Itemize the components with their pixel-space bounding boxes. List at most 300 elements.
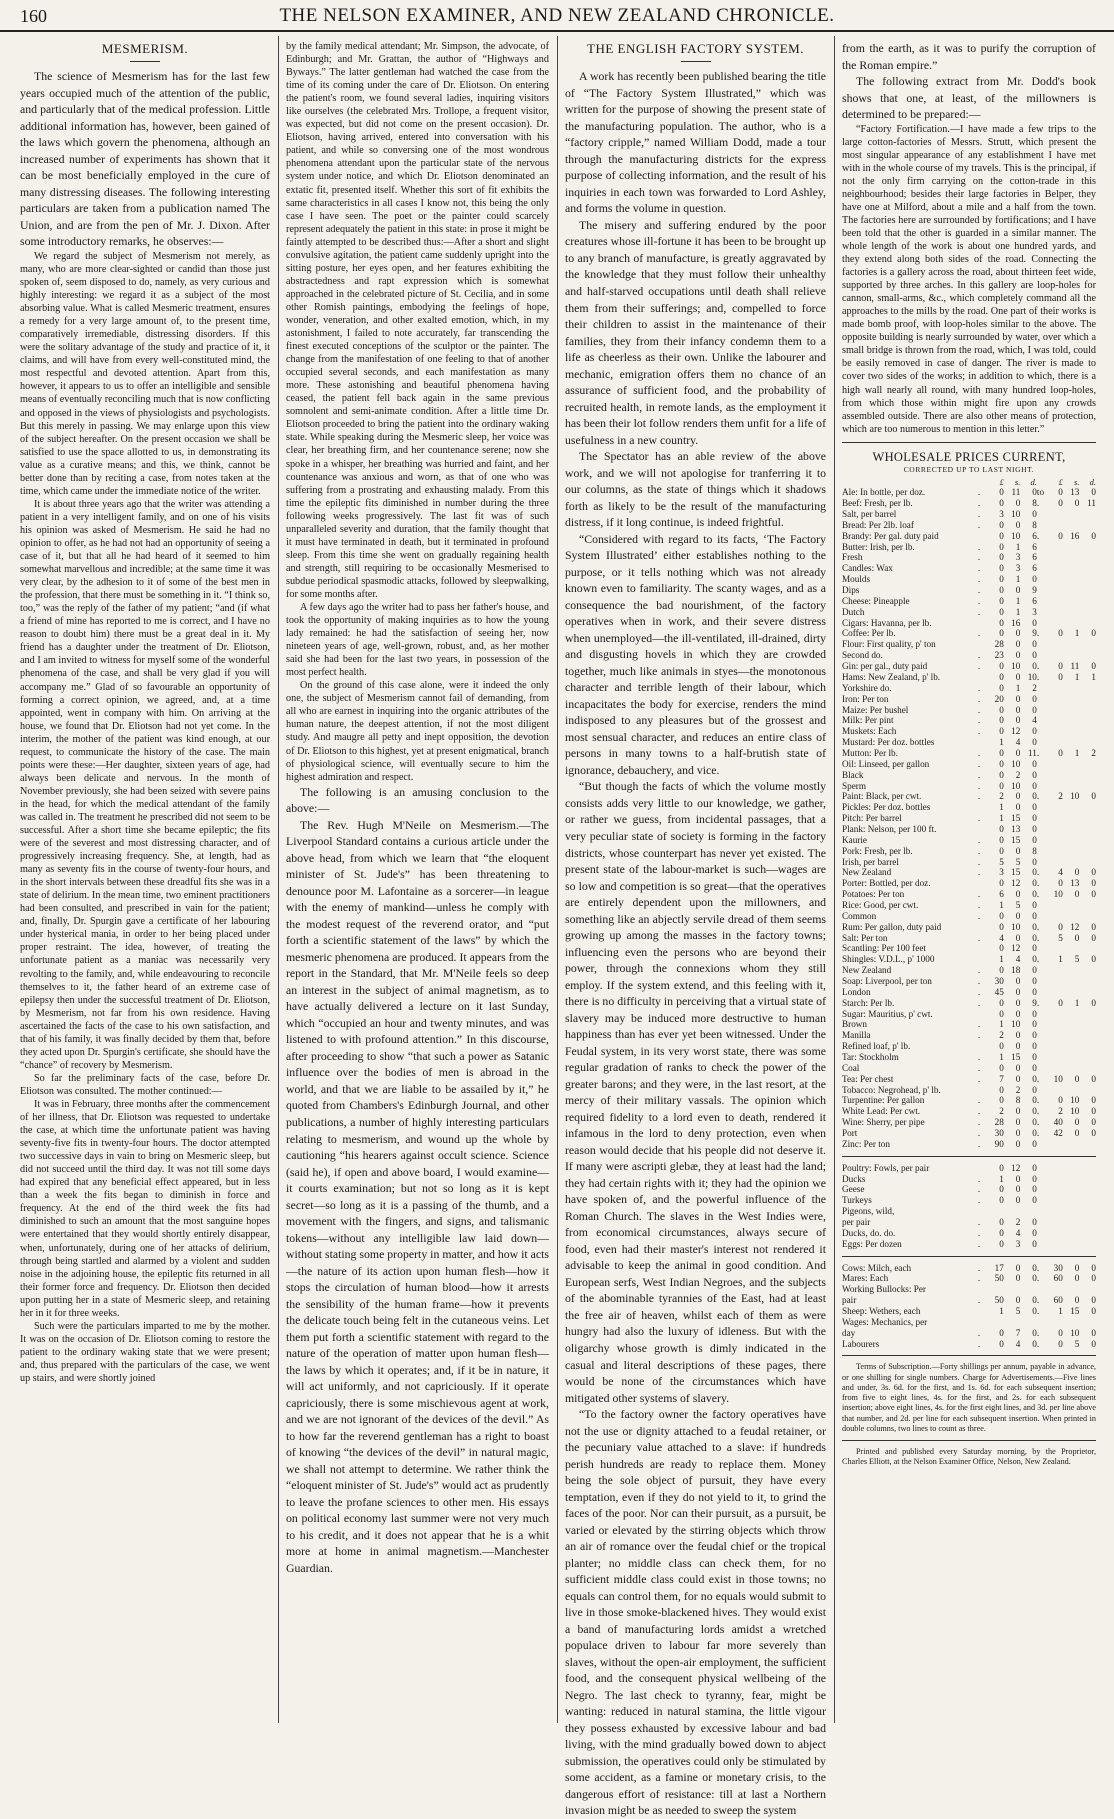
price-shillings: 10 xyxy=(1011,780,1021,791)
price-to xyxy=(1037,737,1046,748)
price-to xyxy=(1037,824,1046,835)
price-item-name: Wine: Sherry, per pipe xyxy=(842,1117,925,1128)
price-row xyxy=(842,705,1096,716)
price-max-pounds xyxy=(1046,585,1063,596)
price-max-pounds xyxy=(1046,943,1063,954)
price-max-pence xyxy=(1079,520,1096,531)
price-to xyxy=(1037,520,1046,531)
price-max-shillings xyxy=(1063,650,1080,661)
price-pence: 0 xyxy=(1032,1030,1037,1041)
price-row xyxy=(842,770,1096,781)
price-pounds: 0 xyxy=(999,845,1004,856)
price-row xyxy=(842,1117,1096,1128)
price-leader: . xyxy=(977,1238,981,1249)
price-max-pence xyxy=(1079,509,1096,520)
price-max-pence xyxy=(1079,1139,1096,1150)
price-pence: 0 xyxy=(1032,1041,1037,1052)
price-max-pence xyxy=(1079,857,1096,868)
price-max-pounds xyxy=(1046,1041,1063,1052)
paragraph: The following extract from Mr. Dodd's book shows that one, at least, of the millowners is determined to be prepared:— xyxy=(842,74,1096,122)
price-row xyxy=(842,1174,1096,1185)
price-item-name: New Zealand xyxy=(842,965,892,976)
price-pence: 6 xyxy=(1032,552,1037,563)
price-max-pounds xyxy=(1046,715,1063,726)
price-row xyxy=(842,1284,1096,1295)
pound-symbol: £ xyxy=(999,477,1004,488)
price-pounds xyxy=(987,1317,1004,1328)
price-max-pounds xyxy=(1046,911,1063,922)
price-max-shillings: 10 xyxy=(1070,1106,1080,1117)
price-leader: . xyxy=(977,693,981,704)
price-max-pounds xyxy=(1046,857,1063,868)
paragraph: The following is an amusing conclusion to the above:— xyxy=(286,784,549,816)
price-to: . xyxy=(1036,1106,1040,1117)
price-leader: . xyxy=(977,585,981,596)
paragraph: A few days ago the writer had to pass her father's house, and took the opportunity of making inquiries as to how the young lady remained: he had the satisfaction of seeing her, now nineteen years of age, well-grown, robust, and, as her mother said she had been for the last two years, in possession of the most perfect health. xyxy=(286,602,549,679)
price-max-pence xyxy=(1079,694,1096,705)
price-row xyxy=(842,965,1096,976)
price-max-pounds xyxy=(1046,813,1063,824)
price-to xyxy=(1037,509,1046,520)
price-pence xyxy=(1020,1206,1037,1217)
price-pounds: 0 xyxy=(999,823,1004,834)
price-max-pence xyxy=(1079,976,1096,987)
price-max-shillings: 1 xyxy=(1074,997,1080,1008)
price-to xyxy=(1037,770,1046,781)
price-max-pounds xyxy=(1046,509,1063,520)
price-to: . xyxy=(1036,1338,1040,1349)
price-item-name: Potatoes: Per ton xyxy=(842,889,905,900)
price-to xyxy=(1037,542,1046,553)
price-pounds: 0 xyxy=(999,769,1004,780)
price-row xyxy=(842,813,1096,824)
price-max-pence xyxy=(1079,943,1096,954)
price-pence: 0 xyxy=(1032,1052,1037,1062)
price-pence: 9 xyxy=(1032,628,1037,639)
heading-rule xyxy=(681,61,711,62)
price-max-pence xyxy=(1079,737,1096,748)
price-leader: . xyxy=(977,1073,981,1084)
price-max-shillings xyxy=(1063,726,1080,737)
price-row xyxy=(842,824,1096,835)
price-leader: . xyxy=(977,1173,981,1184)
price-max-shillings: 0 xyxy=(1074,889,1080,900)
price-item-name: Brown xyxy=(842,1019,868,1030)
price-shillings: 0 xyxy=(1015,1062,1021,1073)
price-item-name: Dutch xyxy=(842,606,865,617)
price-pence: 0 xyxy=(1032,1327,1037,1338)
price-to: . xyxy=(1036,1128,1040,1139)
price-pounds: 4 xyxy=(999,932,1004,943)
price-to: . xyxy=(1036,867,1040,878)
price-pounds: 1 xyxy=(999,954,1004,965)
price-pence: 0 xyxy=(1032,617,1037,628)
price-max-pounds xyxy=(1046,1195,1063,1206)
price-pounds: 0 xyxy=(999,1008,1004,1019)
price-item-name: Moulds xyxy=(842,574,871,585)
price-max-shillings xyxy=(1063,574,1080,585)
price-max-pounds xyxy=(1046,650,1063,661)
price-item-name: Common xyxy=(842,910,877,921)
price-shillings xyxy=(1004,1284,1021,1295)
price-max-pounds xyxy=(1046,607,1063,618)
price-max-pounds: 5 xyxy=(1058,932,1063,943)
price-max-pence xyxy=(1079,846,1096,857)
price-pounds: 0 xyxy=(999,1195,1004,1206)
price-to xyxy=(1037,683,1046,694)
price-max-pence xyxy=(1079,1052,1096,1063)
price-row xyxy=(842,487,1096,498)
price-item-name: Porter: Bottled, per doz. xyxy=(842,878,931,889)
price-leader: . xyxy=(977,574,981,585)
price-pence: 0 xyxy=(1032,889,1037,900)
price-item-name: Plank: Nelson, per 100 ft. xyxy=(842,823,937,834)
imprint: Printed and published every Saturday morning, by the Proprietor, Charles Elliott, at the Nelson Examiner Office, Nelson, New Zealand. xyxy=(842,1447,1096,1467)
price-max-pounds xyxy=(1046,802,1063,813)
price-max-pounds: 4 xyxy=(1058,867,1063,878)
price-max-pounds xyxy=(1046,770,1063,781)
price-item-name: Dips xyxy=(842,585,860,596)
price-pence: 6 xyxy=(1032,541,1037,552)
column-rule xyxy=(834,36,835,1723)
price-to xyxy=(1037,1228,1046,1239)
price-max-pence xyxy=(1079,1041,1096,1052)
price-pence: 2 xyxy=(1032,682,1037,693)
price-max-pence xyxy=(1079,639,1096,650)
price-pounds: 0 xyxy=(999,617,1004,628)
price-leader: . xyxy=(977,650,981,661)
price-item-name: Black xyxy=(842,769,864,780)
price-max-pounds xyxy=(1046,965,1063,976)
price-max-pounds xyxy=(1046,1239,1063,1250)
price-to xyxy=(1037,726,1046,737)
shilling-symbol: s. xyxy=(1014,477,1021,488)
price-row xyxy=(842,759,1096,770)
price-item-name: Gin: per gal., duty paid xyxy=(842,661,928,672)
price-to xyxy=(1037,1317,1046,1328)
price-max-pounds xyxy=(1046,1284,1063,1295)
price-pence: 0 xyxy=(1032,1008,1037,1019)
price-shillings: 15 xyxy=(1011,867,1021,878)
price-to: . xyxy=(1036,747,1040,758)
price-max-pounds xyxy=(1046,824,1063,835)
price-to xyxy=(1037,1184,1046,1195)
lsd-header-row xyxy=(842,477,1096,487)
price-max-shillings xyxy=(1063,715,1080,726)
price-shillings: 5 xyxy=(1015,1306,1021,1317)
price-pounds: 0 xyxy=(999,552,1004,563)
price-shillings: 2 xyxy=(1015,769,1021,780)
price-pounds: 0 xyxy=(999,1162,1004,1173)
price-shillings: 0 xyxy=(1015,1295,1021,1306)
price-max-pence xyxy=(1079,585,1096,596)
price-pence: 0 xyxy=(1032,1195,1037,1206)
price-max-shillings: 15 xyxy=(1070,1306,1080,1317)
price-pounds: 0 xyxy=(999,921,1004,932)
price-item-name: Ducks, do. do. xyxy=(842,1227,896,1238)
price-max-shillings xyxy=(1063,1139,1080,1150)
price-row xyxy=(842,715,1096,726)
price-pence: 0 xyxy=(1032,780,1037,791)
prices-title: WHOLESALE PRICES CURRENT, xyxy=(872,449,1066,464)
price-max-pence xyxy=(1079,1217,1096,1228)
paragraph: “But though the facts of which the volume mostly consists adds very little to our knowledge, we gather, or rather we guess, from incidental passages, that a very peculiar state of society is forming in the factory districts, whose counterpart has never yet existed. The present state of the labour-market is such—wages are so low and competition is so great—that the operatives are entirely dependent upon the millowners, and something like an abjectly servile dread of them seems growing up among the masses in the factory towns; influencing even the persons who are beyond their power, through the connexions whom they still employ. If the system extend, and this feeling with it, there is no difficulty in perceiving that a virtual state of slavery may be induced more destructive to human happiness than has ever yet been witnessed. Under the Feudal system, in its very worst state, there was some regular gradation of ranks to check the power of the greater barons; and they were, in the last resort, at the mercy of their military vassals. The opinion which required fidelity to a lord even to death, rendered it infamous in the lord to deny protection, even when reason would decide that his people did not deserve it. If many were ascripti glebæ, they at least had the land; they had certain rights with it; they had the opinion we have spoken of, and the powerful influence of the Roman Church. The slaves in the West Indies were, from economical circumstances, always secure of food, even had their master's interest not rendered it advisable to keep the animal in good condition. And European serfs, West Indian Negroes, and the subjects of the abominable tyrannies of the East, had at least the free air of heaven, whilst each of them as were hungry had also the luxury of idleness. But with the oligarchy whose growth is dimly indicated in the casual and literal descriptions of these pages, there would be none of the circumstances which have mitigated other systems of slavery. xyxy=(565,779,826,1405)
price-pence: 10 xyxy=(1027,671,1037,682)
price-item-name: Cigars: Havanna, per lb. xyxy=(842,617,932,628)
price-row xyxy=(842,1128,1096,1139)
price-to: . xyxy=(1036,1295,1040,1306)
price-to xyxy=(1037,1239,1046,1250)
price-max-pounds xyxy=(1046,900,1063,911)
price-to xyxy=(1037,943,1046,954)
price-to xyxy=(1037,1174,1046,1185)
livestock-body xyxy=(842,1263,1096,1350)
price-pence: 0 xyxy=(1032,1273,1037,1284)
price-to: . xyxy=(1036,628,1040,639)
price-max-pence xyxy=(1079,1009,1096,1020)
price-pounds: 0 xyxy=(999,682,1004,693)
price-item-name: Coffee: Per lb. xyxy=(842,628,896,639)
price-max-shillings xyxy=(1063,737,1080,748)
price-item-name: Working Bullocks: Per xyxy=(842,1284,926,1295)
price-pounds: 2 xyxy=(999,1030,1004,1041)
price-row xyxy=(842,542,1096,553)
price-row xyxy=(842,1239,1096,1250)
price-row xyxy=(842,1095,1096,1106)
price-row xyxy=(842,857,1096,868)
price-max-shillings xyxy=(1063,542,1080,553)
price-leader: . xyxy=(977,1095,981,1106)
price-shillings: 0 xyxy=(1015,1117,1021,1128)
price-shillings: 0 xyxy=(1015,932,1021,943)
price-item-name: Cheese: Pineapple xyxy=(842,595,910,606)
price-row xyxy=(842,1339,1096,1350)
price-to: . xyxy=(1036,1273,1040,1284)
price-row xyxy=(842,650,1096,661)
price-item-name: London xyxy=(842,986,871,997)
price-pounds: 1 xyxy=(999,899,1004,910)
price-row xyxy=(842,835,1096,846)
price-max-pounds xyxy=(1046,1228,1063,1239)
price-to xyxy=(1037,911,1046,922)
price-shillings: 18 xyxy=(1011,965,1021,976)
price-leader xyxy=(978,954,987,965)
price-pounds: 0 xyxy=(999,487,1004,498)
price-leader: . xyxy=(977,661,981,672)
price-row xyxy=(842,1306,1096,1317)
price-pence: 0 xyxy=(1032,1173,1037,1184)
price-shillings: 15 xyxy=(1011,813,1021,824)
column-1 xyxy=(20,40,270,1721)
price-max-pence xyxy=(1079,1063,1096,1074)
price-leader: . xyxy=(977,628,981,639)
price-shillings xyxy=(1004,1206,1021,1217)
price-pence: 0 xyxy=(1032,487,1037,498)
poultry-body xyxy=(842,1163,1096,1250)
price-leader xyxy=(978,802,987,813)
price-row xyxy=(842,694,1096,705)
price-to xyxy=(1037,900,1046,911)
price-leader xyxy=(978,878,987,889)
price-max-pounds xyxy=(1046,1317,1063,1328)
column-2 xyxy=(286,40,549,1721)
price-leader: . xyxy=(977,1295,981,1306)
price-max-pence: 0 xyxy=(1091,1295,1096,1306)
price-row xyxy=(842,1273,1096,1284)
price-shillings: 0 xyxy=(1015,650,1021,661)
price-pence xyxy=(1020,1317,1037,1328)
price-row xyxy=(842,509,1096,520)
price-row xyxy=(842,683,1096,694)
price-leader: . xyxy=(977,1217,981,1228)
price-pounds: 0 xyxy=(999,1095,1004,1106)
price-leader xyxy=(978,1041,987,1052)
price-max-shillings xyxy=(1063,1184,1080,1195)
price-pounds: 0 xyxy=(999,1062,1004,1073)
price-shillings: 0 xyxy=(1015,1138,1021,1149)
price-to: . xyxy=(1036,954,1040,965)
price-shillings: 0 xyxy=(1015,975,1021,986)
price-leader: . xyxy=(977,519,981,530)
price-pence: 0 xyxy=(1032,899,1037,910)
price-item-name: Muskets: Each xyxy=(842,726,897,737)
price-max-shillings: 0 xyxy=(1074,498,1080,509)
price-row xyxy=(842,1009,1096,1020)
price-pounds: 0 xyxy=(999,997,1004,1008)
price-item-name: Starch: Per lb. xyxy=(842,997,895,1008)
price-max-pounds xyxy=(1046,563,1063,574)
price-max-shillings: 11 xyxy=(1070,661,1080,672)
price-row xyxy=(842,618,1096,629)
price-pence: 0 xyxy=(1032,856,1037,867)
price-pounds: 17 xyxy=(994,1262,1004,1273)
price-pence: 0 xyxy=(1032,965,1037,976)
price-row xyxy=(842,1295,1096,1306)
price-item-name: Salt: Per ton xyxy=(842,932,888,943)
price-max-pence xyxy=(1079,1284,1096,1295)
paragraph: “To the factory owner the factory operatives have not the use or dignity attached to a feudal retainer, or the pecuniary value attached to a slave: if hundreds perish hundreds are ready to replace them. Money being the sole object of pursuit, they have every temptation, even if they do not yield to it, to grind the faces of the poor. Nor can their pursuit, as a pursuit, be varied or elevated by the stirring objects which throw an air of romance over the feudal chief or the tropical planter; no middle class can check them, for no sufficient middle class could exist in those towns; no equals can control them, for no equals would submit to live in those smoke-blackened hives. They would exist a band of manufacturing lords amidst a wretched populace driven to labour far more severely than slaves, without the open-air employment, the sufficient food, and the consequent physical wellbeing of the Negro. The last check to tyranny, fear, might be wanting: reduced in natural stamina, the little vigour they possess exhausted by excessive labour and bad living, with the mind gradually bowed down to abject submission, the operatives could only be stimulated by some accident, as a famine or monetary crisis, to the dangerous effort of resistance: till at last a Northern invasion might be as needed to sweep the system xyxy=(565,1407,826,1818)
price-max-pence xyxy=(1079,1195,1096,1206)
column-rule xyxy=(557,36,558,1723)
price-max-pence xyxy=(1079,835,1096,846)
price-max-pounds xyxy=(1046,1217,1063,1228)
price-max-pence: 0 xyxy=(1091,1117,1096,1128)
page-number: 160 xyxy=(20,6,47,26)
price-leader: . xyxy=(977,780,981,791)
article-heading-mesmerism: MESMERISM. xyxy=(101,41,189,56)
price-max-shillings xyxy=(1063,1041,1080,1052)
price-to xyxy=(1037,1030,1046,1041)
price-max-pence xyxy=(1079,552,1096,563)
price-shillings: 4 xyxy=(1015,737,1021,748)
price-max-pounds xyxy=(1046,759,1063,770)
price-leader: . xyxy=(977,769,981,780)
price-pounds: 7 xyxy=(999,1073,1004,1084)
price-max-shillings: 0 xyxy=(1074,1128,1080,1139)
price-pence: 0 xyxy=(1032,574,1037,585)
price-to xyxy=(1037,1139,1046,1150)
price-row xyxy=(842,628,1096,639)
price-shillings: 10 xyxy=(1011,509,1021,520)
price-shillings: 8 xyxy=(1015,1095,1021,1106)
price-max-pounds: 0 xyxy=(1058,747,1063,758)
price-max-pence: 1 xyxy=(1091,671,1096,682)
price-item-name: Port xyxy=(842,1128,858,1139)
price-max-shillings xyxy=(1063,585,1080,596)
price-max-pence: 0 xyxy=(1091,661,1096,672)
price-leader xyxy=(978,1163,987,1174)
paragraph: On the ground of this case alone, were it indeed the only one, the subject of Mesmerism cannot fail of demanding, from all who are earnest in inquiring into the organic attributes of the human nature, the deepest attention, if not the most diligent study. And maugre all petty and inept opposition, the devotion of Dr. Eliotson to this highest, yet at present enigmatical, branch of physiological science, will eventually secure to him the highest admiration and respect. xyxy=(286,680,549,783)
price-max-pounds: 60 xyxy=(1053,1273,1063,1284)
price-leader: . xyxy=(977,726,981,737)
price-max-shillings: 5 xyxy=(1074,1338,1080,1349)
price-to xyxy=(1037,1063,1046,1074)
price-to xyxy=(1037,650,1046,661)
price-row xyxy=(842,574,1096,585)
price-max-shillings: 12 xyxy=(1070,921,1080,932)
price-leader: . xyxy=(977,1106,981,1117)
price-max-pounds xyxy=(1046,1019,1063,1030)
price-leader xyxy=(978,1009,987,1020)
price-max-pounds xyxy=(1046,1063,1063,1074)
price-to: . xyxy=(1036,791,1040,802)
price-max-shillings xyxy=(1063,1284,1080,1295)
paragraph: The Spectator has an able review of the above work, and we will not apologise for tranferring it to our columns, as the state of things which it shadows forth as likely to be the result of the manufacturing distress, if it long continue, is indeed frightful. xyxy=(565,449,826,530)
price-item-name: Shingles: V.D.L., p' 1000 xyxy=(842,954,935,965)
price-max-shillings xyxy=(1063,759,1080,770)
price-pence: 0 xyxy=(1032,1184,1037,1195)
price-leader: . xyxy=(977,758,981,769)
price-item-name: Pitch: Per barrel xyxy=(842,813,902,824)
price-shillings: 0 xyxy=(1015,693,1021,704)
price-shillings: 16 xyxy=(1011,617,1021,628)
price-shillings: 0 xyxy=(1015,1262,1021,1273)
paragraph: by the family medical attendant; Mr. Simpson, the advocate, of Edinburgh; and Mr. Grattan, the author of “Highways and Byways.” The latter gentleman had watched the case from the time of its coming under the care of Dr. Eliotson. On entering the patient's room, we found several ladies, inquiring visitors like ourselves (the celebrated Mrs. Trollope, a frequent visitor, was expected, but did not come on the present occasion). Dr. Eliotson, having arrived, entered into conversation with his patient, and while so conversing one of the most wondrous phenomena attendant upon the particular state of the nervous system under notice, and which Dr. Eliotson denominated an extatic fit, presented itself. Whether this sort of fit exhibits the same characteristics in all cases I know not, this being the only case I have seen. The poet or the painter could scarcely represent adequately the patient in this state: in prose it might be faintly attempted to be described thus:—After a short and slight convulsive agitation, the patient came suddenly upright into the sitting posture, her eyes open, and her features exhibiting the abstractedness and rapt expression which is somewhat approached in the celebrated picture of St. Cecilia, and in some other Romish paintings, embodying the feelings of hope, wonder, veneration, and other exalted emotion, which, in my astonishment, I failed to note accurately, far transcending the finest executed conceptions of the sculptor or the painter. The change from the manifestation of one feeling to that of another occupied several seconds, and each manifestation as many more. These astonishing and beautiful phenomena having ceased, the patient fell back again in the same previous somnolent and semi-animate condition. After a little time Dr. Eliotson proceeded to bring the patient into the ordinary waking state. While speaking during the Mesmeric sleep, her voice was clear, her breathing firm, and her countenance serene; now she spoke in a whisper, her breathing was hurried and faint, and her countenance was anxious and worn, as that of one who was suffering from a prostrating and exhausting malady. From this time the epileptic fits diminished in number during the three following weeks progressively. The last fit was of such unparalleled severity and duration, that the family thought that it must have terminated in death, but it terminated in profound sleep. From this time she went on gradually regaining health and strength, still requiring to be occasionally Mesmerised to subdue periodical spasmodic attacks, followed by sleepwalking, for some months after. xyxy=(286,41,549,600)
paragraph: “Factory Fortification.—I have made a few trips to the large cotton-factories of Messrs. Strutt, which present the most singular appearance of any establishment I have met with in the whole course of my travels. This is the principal, if not the only firm carrying on the cotton-trade in this neighbourhood; besides their large factories in Belper, they have one at Milford, about a mile and a half from the town. The factories here are surrounded by fortifications; and I have been told that the other is guarded in a similar manner. The whole length of the work is about one hundred yards, and they extend along both sides of the road. Connecting the factories is a gallery across the road, about thirteen feet wide, supported by three arches. In this gallery are loop-holes for cannon, small-arms, &c., which completely command all the approaches to the mills by the road. One part of their works is made bomb proof, with loop-holes similar to the above. The opposite building is nearly surrounded by water, over which a small bridge is thrown from the road, which, I was told, could be easily removed in case of danger. The river is made to cover two sides of the works; in addition to which, there is a high wall nearly all round, with many hundred loop-holes, from which those within might fire upon any crowds assembled outside. There are also other means of protection, which are too numerous to mention in this letter.” xyxy=(842,123,1096,435)
price-shillings: 3 xyxy=(1015,552,1021,563)
price-max-pence xyxy=(1079,900,1096,911)
price-item-name: Tobacco: Negrohead, p' lb. xyxy=(842,1084,941,1095)
price-max-pounds: 0 xyxy=(1058,878,1063,889)
paragraph: The misery and suffering endured by the poor creatures whose ill-fortune it has been to be brought up to any branch of manufacture, is greatly aggravated by the knowledge that they must follow their unhealthy and half-starved occupations until death shall relieve them from their sufferings; and, compelled to force their children to assist in the maintenance of their families, they from their infancy condemn them to a life as cheerless as their own. Unlike the labourer and mechanic, emigration offers them no chance of an assurance of sufficient food, and the probability of recruited health, in remote lands, as the employment it has been their lot follow renders them unfit for a life of usefulness in a new country. xyxy=(565,217,826,447)
price-shillings: 7 xyxy=(1015,1327,1021,1338)
price-leader: . xyxy=(977,813,981,824)
price-leader xyxy=(978,943,987,954)
price-pounds: 3 xyxy=(999,867,1004,878)
price-row xyxy=(842,1217,1096,1228)
price-pence: 0 xyxy=(1032,986,1037,997)
price-pounds: 30 xyxy=(994,975,1004,986)
price-max-pounds: 30 xyxy=(1053,1262,1063,1273)
price-max-pounds xyxy=(1046,694,1063,705)
price-item-name: Wages: Mechanics, per xyxy=(842,1316,928,1327)
price-leader: . xyxy=(977,1227,981,1238)
price-max-pence xyxy=(1079,618,1096,629)
price-row xyxy=(842,900,1096,911)
price-pence: 6 xyxy=(1032,563,1037,574)
price-item-name: Refined loaf, p' lb. xyxy=(842,1041,911,1052)
price-max-pence xyxy=(1079,1206,1096,1217)
price-pounds: 0 xyxy=(999,943,1004,954)
newspaper-title: THE NELSON EXAMINER, AND NEW ZEALAND CHRONICLE. xyxy=(279,5,835,26)
price-max-shillings: 0 xyxy=(1074,932,1080,943)
price-leader xyxy=(978,922,987,933)
price-row xyxy=(842,846,1096,857)
price-shillings: 12 xyxy=(1011,726,1021,737)
price-max-shillings: 10 xyxy=(1070,1327,1080,1338)
price-max-shillings xyxy=(1063,1228,1080,1239)
price-row xyxy=(842,1106,1096,1117)
